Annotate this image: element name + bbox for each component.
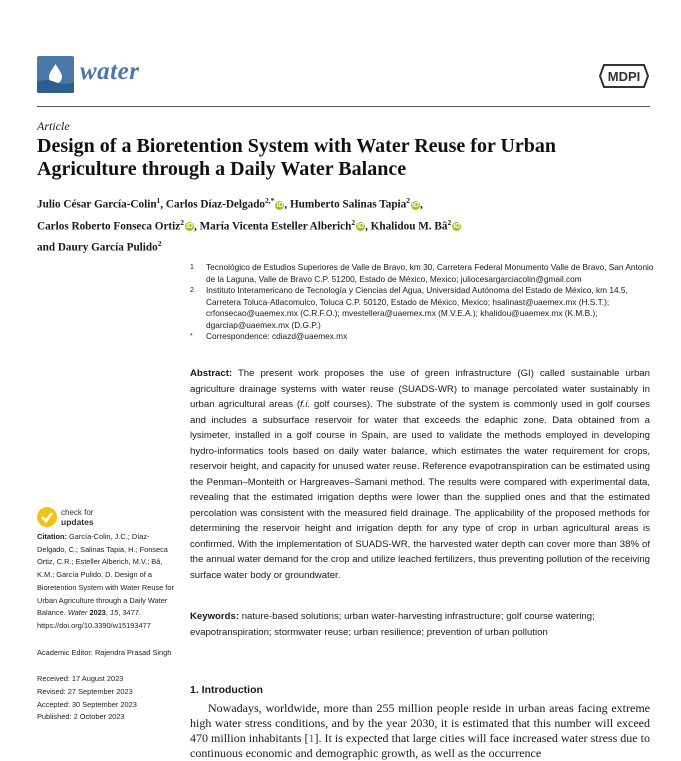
revised-date: Revised: 27 September 2023 — [37, 687, 133, 697]
published-date: Published: 2 October 2023 — [37, 712, 125, 722]
author-name[interactable]: María Vicenta Esteller Alberich — [199, 220, 352, 233]
publisher-name: MDPI — [607, 69, 641, 84]
header-rule — [37, 106, 650, 107]
author-name[interactable]: Carlos Roberto Fonseca Ortiz — [37, 220, 181, 233]
water-drop-icon — [37, 56, 74, 93]
orcid-icon[interactable]: iD — [276, 201, 284, 209]
section-heading: 1. Introduction — [190, 684, 263, 696]
mdpi-logo — [598, 63, 650, 89]
citation-sidebar — [37, 531, 177, 724]
orcid-icon[interactable]: iD — [185, 223, 193, 231]
academic-editor: Academic Editor: Rajendra Prasad Singh — [37, 647, 172, 657]
abstract: Abstract: The present work proposes the use of green infrastructure (GI) called sustainable urban agriculture drainage systems with water reuse (SUADS-WR) to manage percolated water sustainably in urban agricultural areas (f.i. golf courses). The substrate of the system is commonly used in golf courses and includes a subsurface reservoir for water that exceeds the edaphic zone. Data obtained from a lysimeter, installed in a golf course in Spain, are used to validate the methods employed in developing hydro-informatics tools based on daily water balance, which estimates the water requirement for crops, reservoir height, and capacity for unused water reuse. Reference evapotranspiration can be estimated using the Penman–Monteith or Hargreaves–Samani method. The results were compared with experimental data, revealing that the estimated irrigation depths were lower than the supplied ones and that the estimated percolation was consistent with the measured field drainage. The applicability of the proposed methods for determining the reservoir height and irrigation depth for any type of crop in urban agricultural areas is confirmed. With the implementation of SUADS-WR, the harvested water depth can cover more than 38% of the annual water demand for the crop and utilize leached fertilizers, thus preventing pollution of the receiving surface water body or groundwater. — [190, 368, 650, 581]
keywords: Keywords: nature-based solutions; urban water-harvesting infrastructure; golf course watering; evapotranspiration; stormwater reuse; urban resilience; prevention of urban pollution — [190, 611, 595, 638]
affiliation-item: 2 Instituto Interamericano de Tecnología y Ciencias del Agua, Universidad Autónoma del Estado de México, km 14.5, Carretera Toluca-Atlacomulco, Toluca C.P. 50120, Estado de México, Mexico; hsalinast@uaemex.mx (H.S.T.); crfonsecao@uaemex.mx (C.R.F.O.); mvestellera@uaemex.mx (M.V.E.A.); khalidou@uaemex.mx (K.M.B.); dgarciap@uaemex.mx (D.G.P.) — [190, 285, 628, 330]
intro-paragraph: Nowadays, worldwide, more than 255 million people reside in urban areas facing extreme high water stress conditions, and by the year 2030, it is estimated that this number will exceed 470 million inhabitants [1]. It is expected that large cities will face increased water stress due to continuous economic and demographic growth, as well as the occurrence — [190, 701, 650, 760]
received-date: Received: 17 August 2023 — [37, 674, 124, 684]
article-title: Design of a Bioretention System with Water Reuse for Urban Agriculture through a Daily Water Balance — [37, 135, 557, 180]
affiliation-item: 1 Tecnológico de Estudios Superiores de Valle de Bravo, km 30, Carretera Federal Monumento Valle de Bravo, San Antonio de la Laguna, Valle de Bravo C.P. 51200, Estado de México, Mexico; juliocesargarciacolin@gmail.com — [190, 262, 654, 284]
author-name[interactable]: Julio César García-Colin — [37, 198, 157, 211]
keywords-label: Keywords: — [190, 611, 240, 622]
check-for-updates-button[interactable]: check for updates — [37, 507, 137, 529]
author-name[interactable]: Humberto Salinas Tapia — [289, 198, 407, 211]
author-name[interactable]: Carlos Díaz-Delgado — [165, 198, 266, 211]
doi-link[interactable]: , 3477. https://doi.org/10.3390/w15193477 — [37, 608, 151, 630]
orcid-icon[interactable]: iD — [357, 223, 365, 231]
journal-logo — [37, 56, 74, 93]
correspondence: * Correspondence: cdiazd@uaemex.mx — [190, 331, 348, 341]
author-line-2: Carlos Roberto Fonseca Ortiz$^2$iD, María Vicenta Esteller Alberich$^2$iD, Khalidou M. $Bâ^2iD$ — [37, 217, 461, 233]
journal-name: water — [80, 58, 140, 85]
author-name[interactable]: Daury García Pulido — [57, 242, 158, 255]
orcid-icon[interactable]: iD — [412, 201, 419, 209]
author-list — [37, 192, 649, 257]
author-name[interactable]: Khalidou M. Bâ — [370, 220, 448, 233]
author-line-1: Julio César García-Colin$^1$, Carlos Díaz-Delgado$^{2,*}$iD, Humberto Salinas Tapia$^2$iD, — [37, 196, 423, 211]
author-line-3: and Daury García Pulido$^2$ — [37, 239, 162, 255]
reference-link[interactable]: 1 — [308, 731, 315, 745]
accepted-date: Accepted: 30 September 2023 — [37, 699, 137, 709]
article-type: Article — [37, 119, 70, 133]
orcid-icon[interactable]: iD — [453, 223, 461, 231]
citation: Citation: García-Colin, J.C.; Díaz-Delgado, C.; Salinas Tapia, H.; Fonseca Ortiz, C.R.; Esteller Alberich, M.V.; Bâ, K.M.; García Pulido, D. Design of a Bioretention System with Water Reuse for Urban Agriculture through a Daily Water Balance. Water 2023, 15, 3477. https://doi.org/10.3390/w15193477 — [37, 532, 174, 630]
abstract-label: Abstract: — [190, 368, 233, 379]
check-updates-icon — [37, 507, 57, 527]
affiliations — [190, 262, 655, 343]
